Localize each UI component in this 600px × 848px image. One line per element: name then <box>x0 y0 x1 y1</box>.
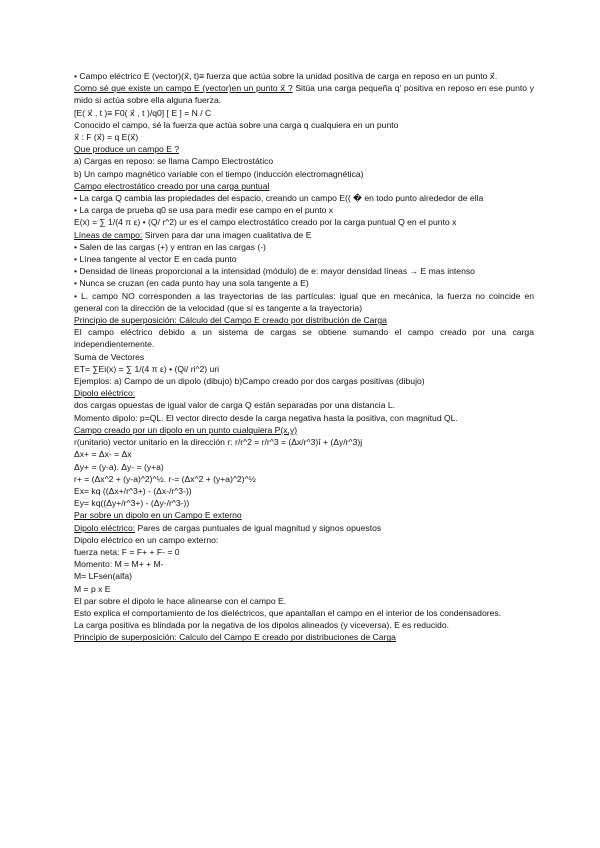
section-heading: Principio de superposición: Calculo del Campo E creado por distribuciones de Carga <box>74 632 396 643</box>
text-line-37: fuerza neta: F = F+ + F- = 0 <box>74 546 180 557</box>
text-line-25: dos cargas opuestas de igual valor de carga Q están separadas por una distancia L. <box>74 400 396 411</box>
text-line-6 <box>74 143 534 155</box>
text-line-9 <box>74 180 534 192</box>
text-line-24 <box>74 387 534 399</box>
text-line-2: Como sé que existe un campo E (vector)en un punto x⃗ ? Sitúa una carga pequeña q' positiva en reposo en ese punto y mido si actúa sobre ella alguna fuerza. <box>74 83 534 106</box>
text-line-41: El par sobre el dipolo le hace alinearse con el campo E. <box>74 595 287 606</box>
section-heading: Campo electrostático creado por una carga puntual <box>74 180 270 191</box>
text-line-12: E(x) = ∑ 1/(4 π ε) • (Q/ r^2) ur es el campo electrostático creado por la carga puntual Q en el punto x <box>74 217 457 228</box>
text-line-11: • La carga de prueba q0 se usa para medir ese campo en el punto x <box>74 205 334 216</box>
text-line-19 <box>74 314 534 326</box>
document-page <box>74 70 534 644</box>
text-line-39: M= LFsen(alfa) <box>74 571 133 582</box>
text-line-42: Esto explica el comportamiento de los dieléctricos, que apantallan el campo en el interior de los condensadores. <box>74 607 502 618</box>
text-line-8: b) Un campo magnético variable con el tiempo (inducción electromagnética) <box>74 168 364 179</box>
section-heading: Que produce un campo E ? <box>74 144 180 155</box>
text-line-1: • Campo eléctrico E (vector)(x⃗, t)≡ fuerza que actúa sobre la unidad positiva de carga en reposo en un punto x⃗. <box>74 71 498 81</box>
text-line-31: r+ = (Δx^2 + (y-a)^2)^½. r-= (Δx^2 + (y+a)^2)^½ <box>74 473 256 484</box>
text-line-26: Momento dipolo: p=QL. El vector directo desde la carga negativa hasta la positiva, con magnitud QL. <box>74 412 458 423</box>
text-line-35: Dipolo eléctrico: Pares de cargas puntuales de igual magnitud y signos opuestos <box>74 522 382 533</box>
text-line-28: r(unitario) vector unitario en la dirección r: r/r^2 = r/r^3 = (Δx/r^3)î + (Δy/r^3)j <box>74 437 363 448</box>
text-line-22: ET= ∑Ei(x) = ∑ 1/(4 π ε) • (Qi/ ri^2) uri <box>74 363 220 374</box>
section-heading: Principio de superposición: Cálculo del Campo E creado por distribución de Carga <box>74 315 387 326</box>
text-line-4: Conocido el campo, sé la fuerza que actúa sobre una carga q cualquiera en un punto <box>74 119 399 130</box>
underlined-prefix: Dipolo eléctrico: <box>74 522 136 533</box>
text-line-27 <box>74 424 534 436</box>
text-line-13: Líneas de campo: Sirven para dar una imagen cualitativa de E <box>74 229 312 240</box>
text-line-38: Momento: M = M+ + M- <box>74 559 164 570</box>
text-line-33: Ey= kq((Δy+/r^3+) - (Δy-/r^3-)) <box>74 498 190 509</box>
underlined-prefix: Líneas de campo: <box>74 229 143 240</box>
text-line-10: • La carga Q cambia las propiedades del espacio, creando un campo E(( � en todo punto alrededor de ella <box>74 193 484 204</box>
text-line-17: • Nunca se cruzan (en cada punto hay una sola tangente a E) <box>74 278 309 289</box>
text-line-18: • L. campo NO corresponden a las trayectorias de las partículas: igual que en mecánica, la fuerza no coincide en general con la dirección de la velocidad (que sí es tangente a la trayectoria) <box>74 290 534 313</box>
text-line-40: M = p x E <box>74 583 111 594</box>
text-line-7: a) Cargas en reposo: se llama Campo Electrostático <box>74 156 274 167</box>
text-line-43: La carga positiva es blindada por la negativa de los dipolos alineados (y viceversa). E es reducido. <box>74 620 450 631</box>
text-line-16: • Densidad de líneas proporcional a la intensidad (módulo) de e: mayor densidad líneas → E mas intenso <box>74 266 475 277</box>
text-line-30: Δy+ = (y-a). Δy- = (y+a) <box>74 461 164 472</box>
text-line-44 <box>74 631 534 643</box>
text-line-32: Ex= kq ((Δx+/r^3+) - (Δx-/r^3-)) <box>74 485 192 496</box>
text-line-14: • Salen de las cargas (+) y entran en las cargas (-) <box>74 241 266 252</box>
text-line-36: Dipolo eléctrico en un campo externo: <box>74 534 219 545</box>
text-line-20: El campo eléctrico debido a un sistema de cargas se obtiene sumando el campo creado por una carga independientemente. <box>74 327 534 350</box>
text-line-23: Ejemplos: a) Campo de un dipolo (dibujo) b)Campo creado por dos cargas positivas (dibujo) <box>74 376 425 387</box>
text-line-3: [E( x⃗ , t )≡ F0( x⃗ , t )/q0] [ E ] = N / C <box>74 107 212 118</box>
text-line-21: Suma de Vectores <box>74 351 145 362</box>
text-line-34 <box>74 509 534 521</box>
section-heading: Dipolo eléctrico: <box>74 388 136 399</box>
text-line-15: • Línea tangente al vector E en cada punto <box>74 254 237 265</box>
text-line-5: x⃗ : F (x⃗) = q E(x⃗) <box>74 132 139 143</box>
underlined-prefix: Como sé que existe un campo E (vector)en un punto x⃗ ? <box>74 83 293 94</box>
text-line-29: Δx+ = Δx- = Δx <box>74 449 132 460</box>
section-heading: Campo creado por un dipolo en un punto cualquiera P(x,y) <box>74 424 298 435</box>
section-heading: Par sobre un dipolo en un Campo E externo <box>74 510 242 521</box>
